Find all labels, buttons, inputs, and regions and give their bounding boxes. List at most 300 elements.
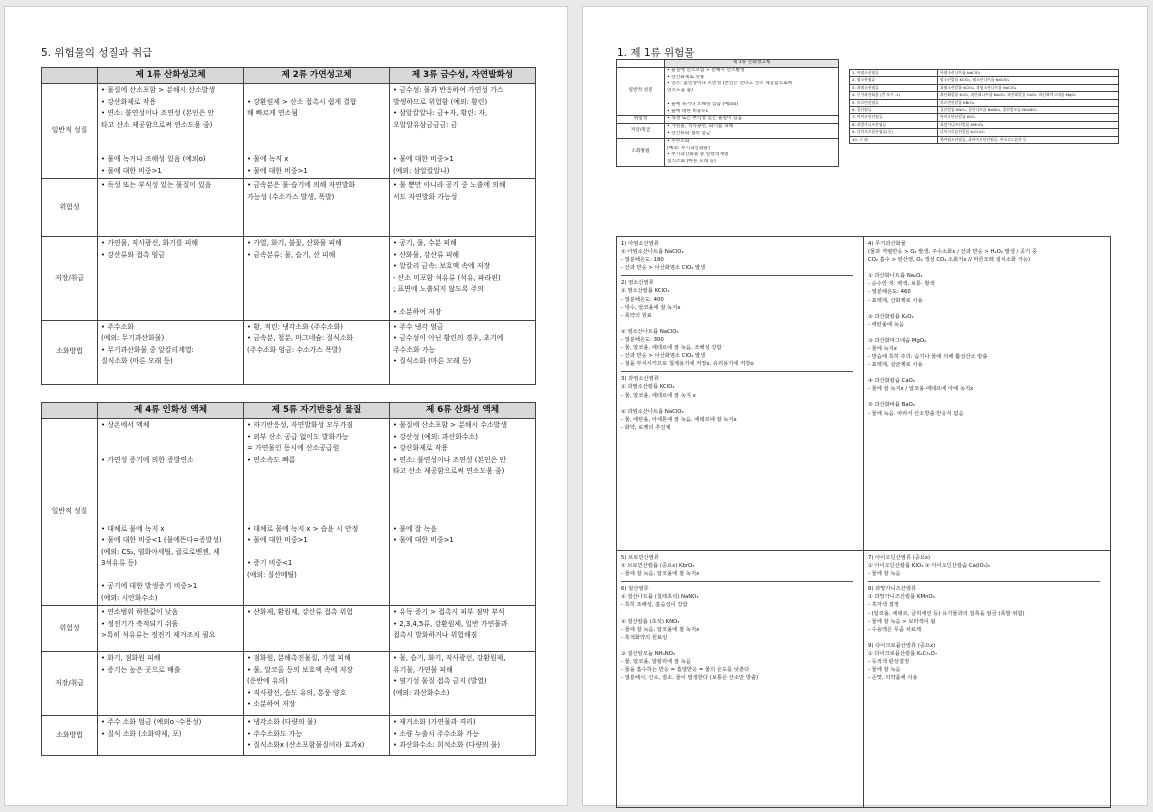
text-line: • 무기과산화물 중 알칼리계열 bbox=[667, 152, 729, 158]
substance-class: 1. 아염소산염류 bbox=[850, 70, 938, 77]
substance-class: 7. 아이오딘산염류 bbox=[850, 114, 938, 121]
text-line: • 유독 증기 > 접촉시 피부 점막 부식 bbox=[393, 608, 505, 616]
text-line: 연소도움 줌) bbox=[667, 88, 693, 94]
text-line: 9) 다이크로뮴산염류 (중요x) bbox=[868, 642, 936, 649]
text-line: 가능성 (수소가스 발생, 폭발) bbox=[247, 192, 335, 201]
spacer bbox=[247, 478, 386, 490]
text-line: • 공기에 대한 발생증기 비중>1 bbox=[101, 582, 198, 590]
text-line: • 소분하여 저장 bbox=[247, 700, 296, 708]
text-line: ① 과산화나트륨 Na₂O₂ bbox=[868, 273, 923, 280]
text-line: ① 과염소산칼륨 KClO₄ bbox=[621, 384, 675, 391]
text-line: • 금수성이 아닌 황린의 경우, 초기에 bbox=[393, 334, 504, 342]
table-cell bbox=[98, 606, 244, 652]
text-line: ① 염소산칼륨 KClO₃ bbox=[621, 288, 670, 295]
text-line: - 화약, 로켓의 추진제 bbox=[621, 424, 671, 431]
substance-examples: 다이크로뮴산칼륨 K₂Cr₂O₇ bbox=[938, 129, 1119, 136]
text-line: - 물, 알코올, 에테르에 잘 녹지 x bbox=[621, 392, 696, 399]
list-row bbox=[850, 114, 1119, 121]
text-line: ① 아염소산나트륨 NaClO₂ bbox=[621, 249, 684, 256]
spacer bbox=[101, 570, 240, 582]
spacer bbox=[868, 305, 1106, 313]
text-line: ② 과염소산나트륨 NaClO₄ bbox=[621, 408, 684, 415]
list-row bbox=[850, 84, 1119, 91]
text-line: - 손맛, 의약품에 사용 bbox=[868, 675, 918, 682]
table-cell bbox=[665, 116, 839, 124]
table-row bbox=[42, 84, 536, 179]
text-line: • 정전기가 축적되기 쉬움 bbox=[101, 619, 179, 628]
text-line: • 물 뿐만 아니라 공기 중 노출에 의해 bbox=[393, 181, 506, 189]
table-cell bbox=[390, 179, 536, 237]
section-divider bbox=[868, 581, 1100, 582]
text-line: • 과산화수소: 희석소화 (다량의 물) bbox=[393, 741, 501, 749]
text-line: ① 과망가니즈산칼륨 KMnO₄ bbox=[868, 594, 935, 601]
table-row bbox=[617, 116, 839, 124]
text-line: • 산화제, 환원제, 강산류 접촉 위험 bbox=[247, 608, 353, 616]
text-line: • 질식소화x (산소포함물질이라 효과x) bbox=[247, 741, 365, 749]
text-line: • 연소범위 하한값이 낮음 bbox=[101, 608, 179, 616]
text-line: - 열분해온도: 400 bbox=[621, 296, 664, 303]
text-line: • 주수소화 bbox=[101, 322, 134, 331]
list-row bbox=[850, 92, 1119, 99]
spacer bbox=[393, 296, 532, 308]
text-line: - 물에 녹음. 따라서 산소방출 반응식 없음 bbox=[868, 410, 964, 417]
table-cell bbox=[244, 84, 390, 179]
text-line: (예외: 질산메틸) bbox=[247, 570, 297, 579]
list-row bbox=[850, 136, 1119, 143]
substance-examples: 과망가니즈산칼륨 KMnO₄ bbox=[938, 121, 1119, 128]
text-line: 질식소화 (마른 모래 등) bbox=[101, 357, 173, 365]
text-line: • 강산류와 접촉 엄금 bbox=[667, 130, 711, 136]
text-line: - 산과 반응 > 이산화염소 ClO₂ 발생 bbox=[621, 265, 706, 272]
spacer bbox=[247, 120, 386, 132]
spacer bbox=[101, 478, 240, 490]
text-line: • 점화원, 분해촉진물질, 가열 피해 bbox=[247, 654, 351, 662]
table-cell bbox=[665, 67, 839, 116]
row-header: 일반적 성질 bbox=[42, 419, 98, 606]
text-line: (주수소화 엄금: 수소가스 폭발) bbox=[247, 345, 342, 354]
substance-examples: 과염소산칼륨 KClO₄, 과염소산나트륨 NaClO₄ bbox=[938, 84, 1119, 91]
spacer bbox=[621, 642, 859, 650]
text-line: (예외: 무기과산화물) bbox=[667, 145, 710, 151]
text-line: • 가열, 화기, 불꽃, 산화물 피해 bbox=[247, 239, 342, 247]
page-title: 5. 위험물의 성질과 취급 bbox=[41, 47, 153, 59]
table-row bbox=[42, 179, 536, 237]
spacer bbox=[101, 131, 240, 143]
spacer bbox=[247, 489, 386, 501]
table-cell bbox=[98, 716, 244, 756]
text-line: - 순수한 것: 백색, 보통: 황색 bbox=[868, 281, 935, 288]
text-line: ① 브로민산칼륨 (중요x) KbrO₃ bbox=[621, 563, 695, 570]
text-line: • 물에 잘 녹음 bbox=[393, 524, 437, 533]
text-line: • 알칼리 금속: 보호액 속에 저장 bbox=[393, 262, 491, 270]
text-line: - 물에 잘 녹음, 알코올에 잘 녹지x bbox=[621, 571, 700, 578]
text-line: • 상온에서 액체 bbox=[101, 421, 150, 429]
spacer bbox=[247, 131, 386, 143]
spacer bbox=[247, 466, 386, 478]
text-line: • 물에 대한 비중>1 bbox=[247, 536, 308, 544]
list-row bbox=[850, 107, 1119, 114]
table-row bbox=[42, 652, 536, 716]
text-line: • 화기, 점화원 피해 bbox=[101, 654, 161, 662]
text-line: ④ 과산화칼슘 CaO₂ bbox=[868, 378, 915, 385]
table-cell bbox=[244, 320, 390, 384]
text-line: • 강환원제 > 산소 접촉시 쉽게 결합 bbox=[247, 97, 357, 106]
text-line: - 물에 잘 녹지x / 알코올·에테르에 아예 녹지x bbox=[868, 386, 974, 393]
text-line: • 물에 대한 비중>1 bbox=[667, 108, 709, 114]
text-line: • 삼알칼알나: 금+자, 황린: 자, bbox=[393, 109, 488, 117]
text-line: (운반에 유의) bbox=[247, 677, 288, 685]
row-header: 위험성 bbox=[617, 116, 665, 124]
text-line: - 흑자색 결정 bbox=[868, 602, 899, 609]
text-line: - 물, 알코올, 에테르에 잘 녹음, 조해성 강함 bbox=[621, 345, 722, 352]
text-line: 서도 자연발화 가능성 bbox=[393, 192, 458, 201]
text-line: (예외: 과산화수소) bbox=[393, 688, 450, 697]
text-line: (물과 격렬반응 > O₂ 발생, 주수소화x / 산과 반응 > H₂O₂ 발생 / 공기 중 bbox=[868, 249, 1038, 256]
table-cell bbox=[390, 320, 536, 384]
table-cell bbox=[244, 419, 390, 606]
text-line: 타고 산소 제공함으로써 연소도움 줌) bbox=[393, 467, 505, 475]
table-cell bbox=[665, 138, 839, 166]
text-line: - 산과 반응 > 이산화염소 ClO₂ 발생 bbox=[621, 353, 706, 360]
text-line: • 주수 소화 엄금 (예외o -수용성) bbox=[101, 718, 202, 726]
table-row bbox=[42, 606, 536, 652]
table-row bbox=[42, 419, 536, 606]
spacer bbox=[101, 512, 240, 524]
text-line: • 연소: 불연성이나 조연성 (본인은 안 bbox=[101, 109, 215, 117]
spacer bbox=[101, 489, 240, 501]
spacer bbox=[247, 512, 386, 524]
detail-cell-bromates-nitrates bbox=[617, 551, 864, 808]
substance-class: 3. 과염소산염류 bbox=[850, 84, 938, 91]
text-line: (예외: 삼알칼알나) bbox=[393, 166, 450, 175]
substance-class: 9. 다이크로뮴산염류(중) bbox=[850, 129, 938, 136]
row-header: 저장/취급 bbox=[42, 237, 98, 321]
row-header: 위험성 bbox=[42, 179, 98, 237]
substance-class: 5. 브로민산염류 bbox=[850, 99, 938, 106]
table-row bbox=[617, 67, 839, 116]
text-line: • 질식소화 (마른 모래 등) bbox=[393, 357, 472, 365]
text-line: • 물, 습기, 화기, 직사광선, 강환원제, bbox=[393, 654, 506, 662]
row-header: 소화방법 bbox=[42, 716, 98, 756]
text-line: • 질식 소화 (소화약제, 포) bbox=[101, 729, 182, 738]
text-line: • 금수성: 물과 반응하여 가연성 가스 bbox=[393, 86, 504, 94]
corner-cell bbox=[42, 403, 98, 419]
spacer bbox=[868, 634, 1106, 642]
text-line: ⑤ 과산화바륨 BaO₂ bbox=[868, 402, 915, 409]
text-line: - 열분해시, 산소, 질소, 물이 발생한다 (보통은 산소만 방출) bbox=[621, 675, 759, 682]
text-line: 해 빠르게 연소됨 bbox=[247, 109, 298, 117]
text-line: • 강산화제로 작용 bbox=[101, 97, 157, 106]
list-row bbox=[850, 129, 1119, 136]
table-cell bbox=[98, 179, 244, 237]
text-line: ② 과산화칼륨 K₂O₂ bbox=[868, 313, 914, 320]
summary-table-header: 제 1류 산화성고체 bbox=[665, 60, 839, 68]
text-line: • 물질에 산소포함 > 분해시 산소발생 bbox=[101, 86, 215, 94]
text-line: - 열분해온도: 460 bbox=[868, 289, 911, 296]
table-cell bbox=[390, 606, 536, 652]
text-line: • 황, 적린: 냉각소화 (주수소화) bbox=[247, 322, 343, 331]
text-line: - 물에 녹지x bbox=[868, 345, 897, 352]
text-line: • 소분하여 저장 bbox=[393, 308, 442, 316]
list-row bbox=[850, 77, 1119, 84]
text-line: • 주수소화도 가능 bbox=[247, 729, 303, 738]
text-line: • 물에 녹거나 조해성 있음 (예외o) bbox=[101, 155, 206, 163]
corner-cell bbox=[617, 60, 665, 68]
text-line: • 독성 또는 부식성 있는 물질이 있음 bbox=[101, 181, 212, 189]
text-line: ① 아이오딘산칼륨 KIO₃ ② 아이오딘산칼슘 Ca(IO₃)₂ bbox=[868, 563, 990, 570]
row-header: 소화방법 bbox=[617, 138, 665, 166]
text-line: 주수소화 가능 bbox=[393, 345, 436, 354]
text-line: • 염기성 물질 접촉 금지 (발열) bbox=[393, 677, 487, 685]
table-cell bbox=[665, 124, 839, 139]
column-header: 제 4류 인화성 액체 bbox=[98, 403, 244, 419]
spacer bbox=[621, 400, 859, 408]
table-cell bbox=[98, 84, 244, 179]
table-cell bbox=[244, 652, 390, 716]
document-page-left bbox=[4, 6, 568, 806]
section-divider bbox=[621, 371, 853, 372]
row-header: 일반적 성질 bbox=[42, 84, 98, 179]
text-line: • 물에 대한 비중>1 bbox=[247, 166, 308, 175]
text-line: (예외: CS₂, 염화아세틸, 클로로벤젠, 제 bbox=[101, 547, 220, 556]
substance-class: 4. 무기과산화물 (전 모두 -1) bbox=[850, 92, 938, 99]
table-header-row bbox=[42, 403, 536, 419]
text-line: • 금속분, 철분, 마그네슘: 질식소화 bbox=[247, 334, 354, 342]
column-header: 제 1류 산화성고체 bbox=[98, 68, 244, 84]
spacer bbox=[101, 432, 240, 444]
text-line: • 가연성 증기에 의한 증발연소 bbox=[101, 455, 194, 464]
column-header: 제 3류 금수성, 자연발화성 bbox=[390, 68, 536, 84]
spacer bbox=[393, 478, 532, 490]
list-row bbox=[850, 70, 1119, 77]
text-line: • 공기, 물, 수분 피해 bbox=[393, 239, 457, 247]
text-line: • 냉각소화 (다량의 물) bbox=[247, 718, 317, 726]
spacer bbox=[247, 547, 386, 559]
table-cell bbox=[244, 606, 390, 652]
text-line: ; 표면에 노출되지 않도록 주의 bbox=[393, 285, 484, 293]
row-header: 위험성 bbox=[42, 606, 98, 652]
text-line: - 물에 잘 녹음 bbox=[868, 571, 901, 578]
row-header: 저장/취급 bbox=[617, 124, 665, 139]
table-row bbox=[42, 237, 536, 321]
spacer bbox=[247, 501, 386, 513]
text-line: - 특히 조해성, 흡습성이 강함 bbox=[621, 602, 688, 609]
text-line: • 직사광선, 습도 유의, 통풍 양호 bbox=[247, 688, 347, 697]
text-line: ③ 질산암모늄 NH₄NO₃ bbox=[621, 650, 676, 657]
text-line: • 가연물, 직사광선, 화기를 피해 bbox=[667, 124, 734, 130]
column-header: 제 6류 산화성 액체 bbox=[390, 403, 536, 419]
spacer bbox=[101, 466, 240, 478]
table-cell bbox=[244, 237, 390, 321]
text-line: 4) 무기과산화물 bbox=[868, 241, 906, 247]
text-line: ③ 과산화마그네슘 MgO₂ bbox=[868, 337, 927, 344]
table-cell bbox=[98, 419, 244, 606]
text-line: • 강산류와 접촉 엄금 bbox=[101, 250, 165, 259]
table-cell bbox=[390, 716, 536, 756]
substance-list-table bbox=[849, 69, 1119, 144]
spacer bbox=[393, 143, 532, 155]
text-line: 오알알유삼금금금: 금 bbox=[393, 120, 458, 129]
text-line: • 자기반응성, 자연발화성 모두가짐 bbox=[247, 421, 354, 429]
text-line: • 강산성 (예외: 과산화수소) bbox=[393, 432, 478, 441]
text-line: - 산소 미포함 석유류 (석유, 파라핀) bbox=[393, 273, 501, 282]
text-line: • 금속분은 물·습기에 의해 자연발화 bbox=[247, 181, 356, 189]
text-line: - 에탄올에 녹음 bbox=[868, 321, 904, 328]
text-line: • 소량 누출시 주수소화 가능 bbox=[393, 729, 480, 738]
spacer bbox=[868, 329, 1106, 337]
text-line: • 외부 산소 공급 없이도 발화가능 bbox=[247, 432, 349, 441]
spacer bbox=[393, 489, 532, 501]
text-line: - 물에 잘 녹음, 알코올에 잘 녹지x bbox=[621, 626, 700, 633]
text-line: • 대체로 물에 녹지 x bbox=[101, 524, 165, 533]
table-row bbox=[617, 124, 839, 139]
list-row bbox=[850, 121, 1119, 128]
text-line: • 물질에 산소포함 > 분해시 수소발생 bbox=[393, 421, 507, 429]
text-line: - 물, 에탄올, 아세톤에 잘 녹음, 에테르에 잘 녹지x bbox=[621, 416, 737, 423]
text-line: - 열분해온도: 180 bbox=[621, 257, 664, 264]
text-line: 6) 질산염류 bbox=[621, 586, 649, 593]
substance-class: 6. 질산염류 bbox=[850, 107, 938, 114]
spacer bbox=[621, 610, 859, 618]
text-line: - 냉수, 알코올에 잘 녹지x bbox=[621, 304, 681, 311]
properties-table-bottom bbox=[41, 402, 536, 756]
spacer bbox=[101, 443, 240, 455]
text-line: - (알코올, 에테르, 글리세린 등) 유기물과의 접촉을 엄금 (폭발 위험) bbox=[868, 610, 1025, 617]
substance-class: 10. 그 외 bbox=[850, 136, 938, 143]
text-line: - 방습에 특히 주의: 습기나 물에 의해 활성산소 방출 bbox=[868, 354, 988, 361]
text-line: • 강산화제로 작용 bbox=[393, 444, 449, 452]
detail-cell-inorganic-peroxides bbox=[864, 237, 1111, 551]
spacer bbox=[247, 85, 386, 97]
text-line: - 열분해온도: 300 bbox=[621, 336, 664, 343]
summary-table bbox=[616, 59, 839, 167]
text-line: - 등적색 판상결정 bbox=[868, 659, 910, 666]
list-row bbox=[850, 99, 1119, 106]
text-line: • 연소속도 빠름 bbox=[247, 455, 296, 464]
table-cell bbox=[98, 237, 244, 321]
text-line: • 강산화제로 작용 bbox=[667, 74, 705, 80]
text-line: • 주수 냉각 엄금 bbox=[393, 322, 444, 331]
spacer bbox=[393, 512, 532, 524]
substance-examples: 차아염소산염류, 과아이오딘산염류, 부소소드뮴산 등 bbox=[938, 136, 1119, 143]
text-line: (예외: 무기과산화물) bbox=[101, 334, 165, 342]
text-line: 질식소화 (마른 모래 등) bbox=[667, 159, 716, 165]
table-header-row bbox=[42, 68, 536, 84]
text-line: 유기물, 가연물 피해 bbox=[393, 665, 453, 674]
text-line: (예외: 시안화수소) bbox=[101, 593, 158, 602]
detail-cell-iodates-permanganates bbox=[864, 551, 1111, 808]
row-header: 저장/취급 bbox=[42, 652, 98, 716]
table-cell bbox=[390, 652, 536, 716]
text-line: • 연소: 불연성이나 조연성 (본인은 안 bbox=[393, 455, 507, 464]
row-header: 일반적 성질 bbox=[617, 67, 665, 116]
text-line: - 수용액은 무좀 치료제 bbox=[868, 626, 922, 633]
text-line: • 증기 비중<1 bbox=[247, 559, 293, 567]
corner-cell bbox=[42, 68, 98, 84]
column-header: 제 5류 자기반응성 물질 bbox=[244, 403, 390, 419]
text-line: 3) 과염소산염류 bbox=[621, 376, 659, 383]
text-line: • 물에 녹지 x bbox=[247, 155, 289, 163]
text-line: • 재거소화 (가연물과 격리) bbox=[393, 718, 476, 726]
text-line: ② 염소산나트륨 NaClO₃ bbox=[621, 328, 679, 335]
spacer bbox=[393, 501, 532, 513]
spacer bbox=[868, 264, 1106, 272]
substance-class: 8. 과망가니즈산염류 bbox=[850, 121, 938, 128]
properties-table-top bbox=[41, 67, 536, 385]
spacer bbox=[621, 320, 859, 328]
table-cell bbox=[98, 652, 244, 716]
table-cell bbox=[390, 419, 536, 606]
text-line: • 2,3,4,5류, 강환원제, 일반 가연물과 bbox=[393, 619, 508, 628]
page-title: 1. 제 1류 위험물 bbox=[617, 47, 695, 59]
substance-examples: 브로민산칼륨 KBrO₃ bbox=[938, 99, 1119, 106]
text-line: • 물질에 산소포함 > 분해시 산소발생 bbox=[667, 67, 745, 73]
substance-examples: 과산화칼륨 K₂O₂, 과산화나트륨 Na₂O₂, 과산화칼슘 CaO₂, 과산화마그네슘 MgO₂ bbox=[938, 92, 1119, 99]
text-line: CO₂ 흡수 > 탄산염, O₂ 생성 CO₂ 소화기x // 마른모래 질식소화 가능) bbox=[868, 257, 1031, 264]
text-line: - 폭약의 원료 bbox=[621, 312, 652, 319]
text-line: ① 다이크로뮴산칼륨 K₂Cr₂O₇ bbox=[868, 650, 937, 657]
spacer bbox=[667, 95, 836, 102]
text-line: - 물을 흡수하는 반응 = 흡열반응 = 물의 온도를 낮춘다 bbox=[621, 667, 750, 674]
text-line: - 물, 알코올, 알칼리에 잘 녹음 bbox=[621, 658, 691, 665]
text-line: - 물에 잘 녹음 bbox=[868, 667, 901, 674]
text-line: • 산화물, 강산류 피해 bbox=[393, 250, 460, 259]
text-line: • 물에 대한 비중>1 bbox=[101, 166, 162, 175]
substance-examples: 염소산칼륨 KClO₃, 염소산나트륨 NaClO₃ bbox=[938, 77, 1119, 84]
section-divider bbox=[621, 581, 853, 582]
text-line: 7) 아이오딘산염류 (중요x) bbox=[868, 555, 931, 561]
detail-table bbox=[616, 236, 1111, 808]
text-line: • 물에 녹거나 조해성 있음 (예외o) bbox=[667, 101, 739, 107]
text-line: • 물에 대한 비중>1 bbox=[393, 155, 454, 163]
text-line: - 표백제, 산화제로 사용 bbox=[868, 297, 923, 304]
text-line: • 독성 또는 부식성 있는 물질이 있음 bbox=[667, 116, 743, 122]
text-line: - 표백제, 살균제로 사용 bbox=[868, 362, 923, 369]
text-line: 타고 산소 제공함으로써 연소도움 줌) bbox=[101, 120, 213, 129]
substance-class: 2. 염소산염류 bbox=[850, 77, 938, 84]
text-line: • 가연물, 직사광선, 화기를 피해 bbox=[101, 239, 199, 247]
text-line: 1) 아염소산염류 bbox=[621, 241, 659, 247]
text-line: - 철을 부식시키므로 철제용기에 저장x, 유리용기에 저장o bbox=[621, 361, 754, 368]
text-line: - 흑색화약의 원료임 bbox=[621, 634, 668, 641]
text-line: ① 질산나트륨 (칠레초석) NaNO₃ bbox=[621, 594, 699, 601]
substance-examples: 질산칼륨 KNO₃, 질산나트륨 NaNO₃, 질산암모늄 NH₄NO₃ bbox=[938, 107, 1119, 114]
text-line: • 증기는 높은 곳으로 배출 bbox=[101, 665, 181, 674]
column-header: 제 2류 가연성고체 bbox=[244, 68, 390, 84]
text-line: 발생하므로 위험함 (예외: 황린) bbox=[393, 97, 488, 106]
table-cell bbox=[390, 84, 536, 179]
text-line: 8) 과망가니즈산염류 bbox=[868, 586, 917, 593]
table-cell bbox=[244, 179, 390, 237]
text-line: • 금속분류: 물, 습기, 산 피해 bbox=[247, 250, 336, 259]
text-line: • 물에 대한 비중>1 bbox=[393, 536, 454, 544]
text-line: 3석유류 등) bbox=[101, 559, 137, 567]
table-cell bbox=[390, 237, 536, 321]
text-line: • 물에 대한 비중<1 (물에뜬다=증발성) bbox=[101, 536, 222, 544]
table-cell bbox=[98, 320, 244, 384]
table-cell bbox=[244, 716, 390, 756]
text-line: >특히 석유류는 정전기 제거조치 필요 bbox=[101, 631, 216, 639]
spacer bbox=[247, 143, 386, 155]
text-line: • 연소: 불연성이나 조연성 (본인은 안타고 산소 제공함으로써 bbox=[667, 81, 793, 87]
text-line: ② 질산칼륨 (초석) KNO₃ bbox=[621, 618, 680, 625]
table-row bbox=[617, 138, 839, 166]
text-line: 5) 브로민산염류 bbox=[621, 555, 659, 561]
section-divider bbox=[621, 275, 853, 276]
substance-examples: 아염소산나트륨 NaClO₂ bbox=[938, 70, 1119, 77]
spacer bbox=[101, 501, 240, 513]
text-line: • 주수소화 bbox=[667, 138, 690, 144]
